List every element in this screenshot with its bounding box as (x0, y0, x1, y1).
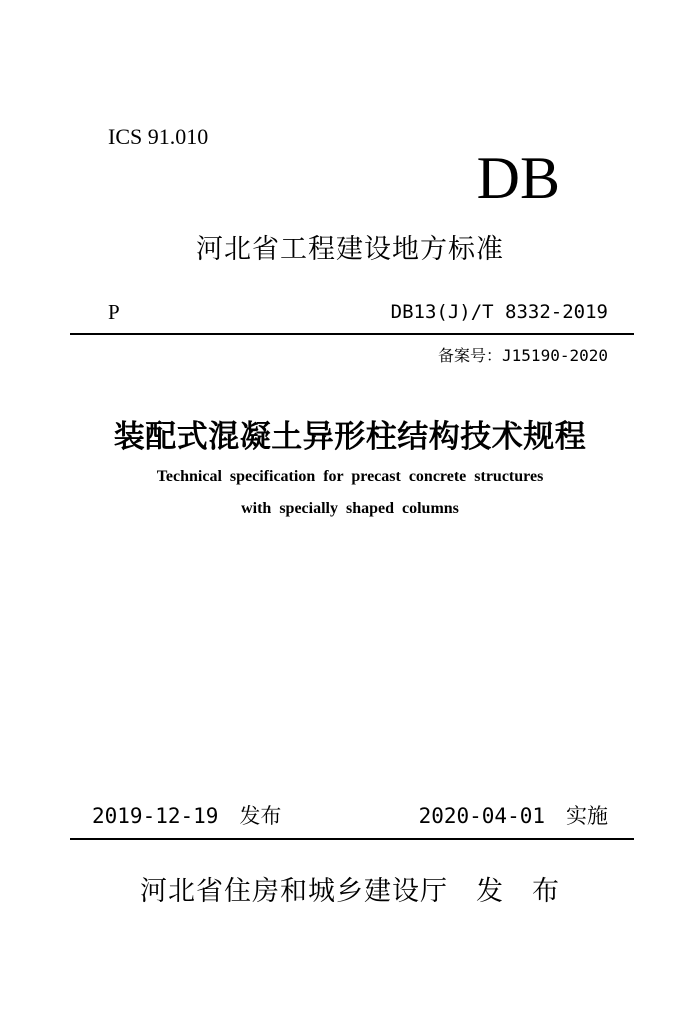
publisher: 河北省住房和城乡建设厅 发 布 (140, 876, 560, 907)
db-standard-mark: DB (476, 145, 560, 211)
implementation-date: 2020-04-01 实施 (418, 804, 608, 828)
bottom-divider (70, 838, 634, 840)
filing-number: 备案号：J15190-2020 (438, 346, 608, 365)
classification-code: P (108, 300, 120, 324)
document-title-english-line1: Technical specification for precast concrete structures (156, 468, 544, 485)
top-divider (70, 333, 634, 335)
document-title-chinese: 装配式混凝土异形柱结构技术规程 (113, 419, 587, 454)
standard-number: DB13(J)/T 8332-2019 (390, 301, 608, 323)
standard-type-heading: 河北省工程建设地方标准 (196, 234, 504, 265)
document-title-english-line2: with specially shaped columns (241, 500, 459, 517)
issue-date: 2019-12-19 发布 (92, 804, 282, 828)
ics-code: ICS 91.010 (108, 124, 209, 149)
